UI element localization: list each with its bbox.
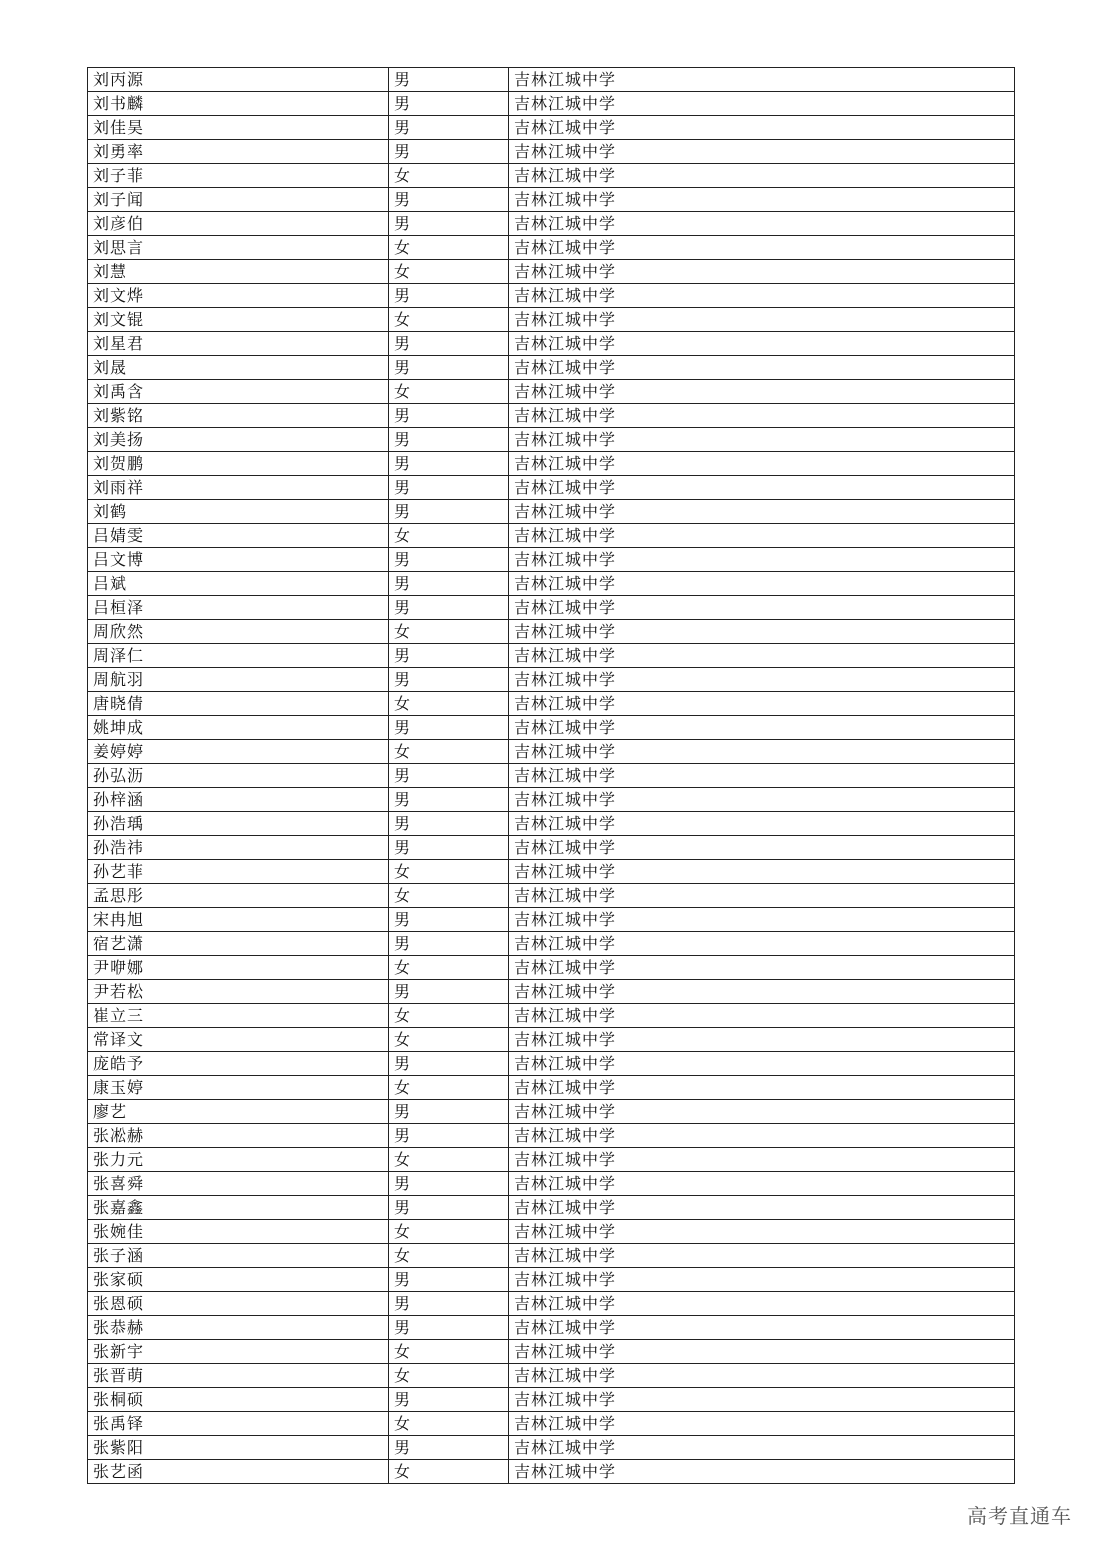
student-name-cell: 周航羽: [88, 668, 389, 692]
gender-cell: 女: [389, 308, 509, 332]
gender-cell: 男: [389, 836, 509, 860]
table-row: [88, 956, 1015, 980]
gender-cell: 女: [389, 164, 509, 188]
gender-cell: 男: [389, 668, 509, 692]
student-name-cell: 唐晓倩: [88, 692, 389, 716]
student-name-cell: 孙艺菲: [88, 860, 389, 884]
gender-cell: 女: [389, 884, 509, 908]
student-name-cell: 常译文: [88, 1028, 389, 1052]
table-row: [88, 1340, 1015, 1364]
school-cell: 吉林江城中学: [509, 716, 1015, 740]
table-row: [88, 308, 1015, 332]
student-name-cell: 刘晟: [88, 356, 389, 380]
student-name-cell: 刘佳昊: [88, 116, 389, 140]
school-cell: 吉林江城中学: [509, 884, 1015, 908]
gender-cell: 女: [389, 524, 509, 548]
table-row: [88, 1244, 1015, 1268]
school-cell: 吉林江城中学: [509, 1100, 1015, 1124]
student-name-cell: 姚坤成: [88, 716, 389, 740]
school-cell: 吉林江城中学: [509, 932, 1015, 956]
student-name-cell: 刘文烨: [88, 284, 389, 308]
school-cell: 吉林江城中学: [509, 668, 1015, 692]
table-row: [88, 980, 1015, 1004]
gender-cell: 男: [389, 572, 509, 596]
table-row: [88, 1412, 1015, 1436]
school-cell: 吉林江城中学: [509, 1364, 1015, 1388]
table-row: [88, 1100, 1015, 1124]
student-name-cell: 张子涵: [88, 1244, 389, 1268]
student-name-cell: 张婉佳: [88, 1220, 389, 1244]
gender-cell: 男: [389, 452, 509, 476]
table-row: [88, 908, 1015, 932]
gender-cell: 男: [389, 716, 509, 740]
gender-cell: 男: [389, 188, 509, 212]
school-cell: 吉林江城中学: [509, 332, 1015, 356]
table-row: [88, 92, 1015, 116]
school-cell: 吉林江城中学: [509, 1196, 1015, 1220]
student-name-cell: 张桐硕: [88, 1388, 389, 1412]
table-row: [88, 1436, 1015, 1460]
gender-cell: 女: [389, 380, 509, 404]
gender-cell: 男: [389, 932, 509, 956]
school-cell: 吉林江城中学: [509, 380, 1015, 404]
school-cell: 吉林江城中学: [509, 620, 1015, 644]
gender-cell: 女: [389, 1244, 509, 1268]
student-name-cell: 崔立三: [88, 1004, 389, 1028]
school-cell: 吉林江城中学: [509, 980, 1015, 1004]
school-cell: 吉林江城中学: [509, 1244, 1015, 1268]
school-cell: 吉林江城中学: [509, 1076, 1015, 1100]
school-cell: 吉林江城中学: [509, 836, 1015, 860]
student-name-cell: 张晋萌: [88, 1364, 389, 1388]
table-row: [88, 716, 1015, 740]
table-row: [88, 140, 1015, 164]
table-row: [88, 764, 1015, 788]
gender-cell: 男: [389, 116, 509, 140]
gender-cell: 女: [389, 620, 509, 644]
student-name-cell: 吕婧雯: [88, 524, 389, 548]
gender-cell: 男: [389, 1172, 509, 1196]
student-name-cell: 刘禹含: [88, 380, 389, 404]
student-name-cell: 张嘉鑫: [88, 1196, 389, 1220]
gender-cell: 男: [389, 140, 509, 164]
gender-cell: 女: [389, 1076, 509, 1100]
table-row: [88, 788, 1015, 812]
table-row: [88, 212, 1015, 236]
gender-cell: 女: [389, 1412, 509, 1436]
table-row: [88, 476, 1015, 500]
gender-cell: 女: [389, 1460, 509, 1484]
gender-cell: 男: [389, 476, 509, 500]
gender-cell: 女: [389, 1004, 509, 1028]
student-name-cell: 廖艺: [88, 1100, 389, 1124]
table-row: [88, 1052, 1015, 1076]
gender-cell: 女: [389, 236, 509, 260]
school-cell: 吉林江城中学: [509, 524, 1015, 548]
student-name-cell: 张家硕: [88, 1268, 389, 1292]
school-cell: 吉林江城中学: [509, 764, 1015, 788]
school-cell: 吉林江城中学: [509, 212, 1015, 236]
gender-cell: 男: [389, 1436, 509, 1460]
gender-cell: 男: [389, 1052, 509, 1076]
student-name-cell: 宿艺潇: [88, 932, 389, 956]
student-name-cell: 刘贺鹏: [88, 452, 389, 476]
gender-cell: 女: [389, 1220, 509, 1244]
school-cell: 吉林江城中学: [509, 260, 1015, 284]
table-row: [88, 812, 1015, 836]
gender-cell: 男: [389, 1316, 509, 1340]
table-row: [88, 1268, 1015, 1292]
table-row: [88, 1172, 1015, 1196]
school-cell: 吉林江城中学: [509, 788, 1015, 812]
school-cell: 吉林江城中学: [509, 1316, 1015, 1340]
table-row: [88, 884, 1015, 908]
student-name-cell: 刘子菲: [88, 164, 389, 188]
student-name-cell: 刘雨祥: [88, 476, 389, 500]
school-cell: 吉林江城中学: [509, 740, 1015, 764]
table-row: [88, 1148, 1015, 1172]
student-name-cell: 张新宇: [88, 1340, 389, 1364]
student-name-cell: 庞皓予: [88, 1052, 389, 1076]
school-cell: 吉林江城中学: [509, 1268, 1015, 1292]
school-cell: 吉林江城中学: [509, 92, 1015, 116]
table-row: [88, 860, 1015, 884]
gender-cell: 男: [389, 428, 509, 452]
gender-cell: 男: [389, 212, 509, 236]
gender-cell: 男: [389, 500, 509, 524]
school-cell: 吉林江城中学: [509, 452, 1015, 476]
table-row: [88, 1076, 1015, 1100]
gender-cell: 男: [389, 92, 509, 116]
student-name-cell: 张艺函: [88, 1460, 389, 1484]
school-cell: 吉林江城中学: [509, 500, 1015, 524]
school-cell: 吉林江城中学: [509, 188, 1015, 212]
table-row: [88, 572, 1015, 596]
student-name-cell: 张紫阳: [88, 1436, 389, 1460]
roster-body: [88, 68, 1015, 1484]
student-name-cell: 康玉婷: [88, 1076, 389, 1100]
student-name-cell: 刘彦伯: [88, 212, 389, 236]
table-row: [88, 260, 1015, 284]
table-row: [88, 932, 1015, 956]
table-row: [88, 692, 1015, 716]
student-name-cell: 刘紫铭: [88, 404, 389, 428]
gender-cell: 男: [389, 596, 509, 620]
table-row: [88, 668, 1015, 692]
school-cell: 吉林江城中学: [509, 1220, 1015, 1244]
gender-cell: 男: [389, 332, 509, 356]
school-cell: 吉林江城中学: [509, 1148, 1015, 1172]
gender-cell: 女: [389, 1340, 509, 1364]
school-cell: 吉林江城中学: [509, 116, 1015, 140]
table-row: [88, 836, 1015, 860]
student-name-cell: 刘思言: [88, 236, 389, 260]
gender-cell: 女: [389, 956, 509, 980]
student-name-cell: 孙弘沥: [88, 764, 389, 788]
table-row: [88, 644, 1015, 668]
gender-cell: 男: [389, 1100, 509, 1124]
table-row: [88, 1292, 1015, 1316]
table-row: [88, 356, 1015, 380]
school-cell: 吉林江城中学: [509, 1172, 1015, 1196]
table-row: [88, 1316, 1015, 1340]
student-name-cell: 刘慧: [88, 260, 389, 284]
student-name-cell: 张禹铎: [88, 1412, 389, 1436]
student-name-cell: 刘子闻: [88, 188, 389, 212]
student-name-cell: 张力元: [88, 1148, 389, 1172]
school-cell: 吉林江城中学: [509, 1388, 1015, 1412]
gender-cell: 女: [389, 692, 509, 716]
gender-cell: 男: [389, 1268, 509, 1292]
school-cell: 吉林江城中学: [509, 1004, 1015, 1028]
table-row: [88, 620, 1015, 644]
gender-cell: 男: [389, 1196, 509, 1220]
table-row: [88, 500, 1015, 524]
table-row: [88, 596, 1015, 620]
school-cell: 吉林江城中学: [509, 1340, 1015, 1364]
table-row: [88, 332, 1015, 356]
gender-cell: 男: [389, 1388, 509, 1412]
gender-cell: 男: [389, 788, 509, 812]
watermark-text: 高考直通车: [967, 1504, 1072, 1528]
table-row: [88, 1004, 1015, 1028]
table-row: [88, 1124, 1015, 1148]
table-row: [88, 1364, 1015, 1388]
student-name-cell: 宋冉旭: [88, 908, 389, 932]
gender-cell: 男: [389, 404, 509, 428]
student-name-cell: 张恭赫: [88, 1316, 389, 1340]
student-name-cell: 尹若松: [88, 980, 389, 1004]
table-row: [88, 524, 1015, 548]
school-cell: 吉林江城中学: [509, 1436, 1015, 1460]
gender-cell: 男: [389, 980, 509, 1004]
table-row: [88, 1460, 1015, 1484]
table-row: [88, 428, 1015, 452]
student-name-cell: 刘书麟: [88, 92, 389, 116]
gender-cell: 女: [389, 1364, 509, 1388]
student-name-cell: 周泽仁: [88, 644, 389, 668]
school-cell: 吉林江城中学: [509, 812, 1015, 836]
student-name-cell: 吕桓泽: [88, 596, 389, 620]
student-name-cell: 吕文博: [88, 548, 389, 572]
table-row: [88, 188, 1015, 212]
table-row: [88, 740, 1015, 764]
student-name-cell: 孙浩祎: [88, 836, 389, 860]
student-name-cell: 刘星君: [88, 332, 389, 356]
school-cell: 吉林江城中学: [509, 908, 1015, 932]
table-row: [88, 380, 1015, 404]
school-cell: 吉林江城中学: [509, 1124, 1015, 1148]
gender-cell: 男: [389, 764, 509, 788]
gender-cell: 男: [389, 356, 509, 380]
student-name-cell: 张恩硕: [88, 1292, 389, 1316]
gender-cell: 女: [389, 1148, 509, 1172]
school-cell: 吉林江城中学: [509, 1052, 1015, 1076]
school-cell: 吉林江城中学: [509, 404, 1015, 428]
gender-cell: 男: [389, 68, 509, 92]
gender-cell: 男: [389, 1124, 509, 1148]
student-name-cell: 周欣然: [88, 620, 389, 644]
student-name-cell: 刘勇率: [88, 140, 389, 164]
school-cell: 吉林江城中学: [509, 428, 1015, 452]
school-cell: 吉林江城中学: [509, 164, 1015, 188]
school-cell: 吉林江城中学: [509, 284, 1015, 308]
table-row: [88, 404, 1015, 428]
school-cell: 吉林江城中学: [509, 236, 1015, 260]
school-cell: 吉林江城中学: [509, 596, 1015, 620]
table-row: [88, 452, 1015, 476]
student-name-cell: 刘文锟: [88, 308, 389, 332]
student-name-cell: 孙浩瑀: [88, 812, 389, 836]
gender-cell: 男: [389, 812, 509, 836]
gender-cell: 女: [389, 860, 509, 884]
student-name-cell: 姜婷婷: [88, 740, 389, 764]
school-cell: 吉林江城中学: [509, 860, 1015, 884]
gender-cell: 女: [389, 260, 509, 284]
school-cell: 吉林江城中学: [509, 1460, 1015, 1484]
table-row: [88, 1196, 1015, 1220]
school-cell: 吉林江城中学: [509, 476, 1015, 500]
student-name-cell: 张喜舜: [88, 1172, 389, 1196]
student-name-cell: 孟思彤: [88, 884, 389, 908]
table-row: [88, 236, 1015, 260]
gender-cell: 女: [389, 740, 509, 764]
gender-cell: 男: [389, 548, 509, 572]
school-cell: 吉林江城中学: [509, 956, 1015, 980]
school-cell: 吉林江城中学: [509, 356, 1015, 380]
gender-cell: 女: [389, 1028, 509, 1052]
table-row: [88, 1220, 1015, 1244]
school-cell: 吉林江城中学: [509, 572, 1015, 596]
student-roster-table: [87, 67, 1015, 1484]
gender-cell: 男: [389, 284, 509, 308]
student-name-cell: 孙梓涵: [88, 788, 389, 812]
school-cell: 吉林江城中学: [509, 692, 1015, 716]
school-cell: 吉林江城中学: [509, 644, 1015, 668]
school-cell: 吉林江城中学: [509, 308, 1015, 332]
student-name-cell: 刘鹤: [88, 500, 389, 524]
gender-cell: 男: [389, 908, 509, 932]
student-name-cell: 刘丙源: [88, 68, 389, 92]
student-name-cell: 刘美扬: [88, 428, 389, 452]
table-row: [88, 1388, 1015, 1412]
student-name-cell: 吕斌: [88, 572, 389, 596]
school-cell: 吉林江城中学: [509, 1292, 1015, 1316]
student-name-cell: 张凇赫: [88, 1124, 389, 1148]
table-row: [88, 116, 1015, 140]
student-name-cell: 尹咿娜: [88, 956, 389, 980]
gender-cell: 男: [389, 644, 509, 668]
gender-cell: 男: [389, 1292, 509, 1316]
school-cell: 吉林江城中学: [509, 140, 1015, 164]
school-cell: 吉林江城中学: [509, 548, 1015, 572]
table-row: [88, 1028, 1015, 1052]
table-row: [88, 548, 1015, 572]
table-row: [88, 284, 1015, 308]
school-cell: 吉林江城中学: [509, 1028, 1015, 1052]
school-cell: 吉林江城中学: [509, 68, 1015, 92]
table-row: [88, 68, 1015, 92]
school-cell: 吉林江城中学: [509, 1412, 1015, 1436]
table-row: [88, 164, 1015, 188]
